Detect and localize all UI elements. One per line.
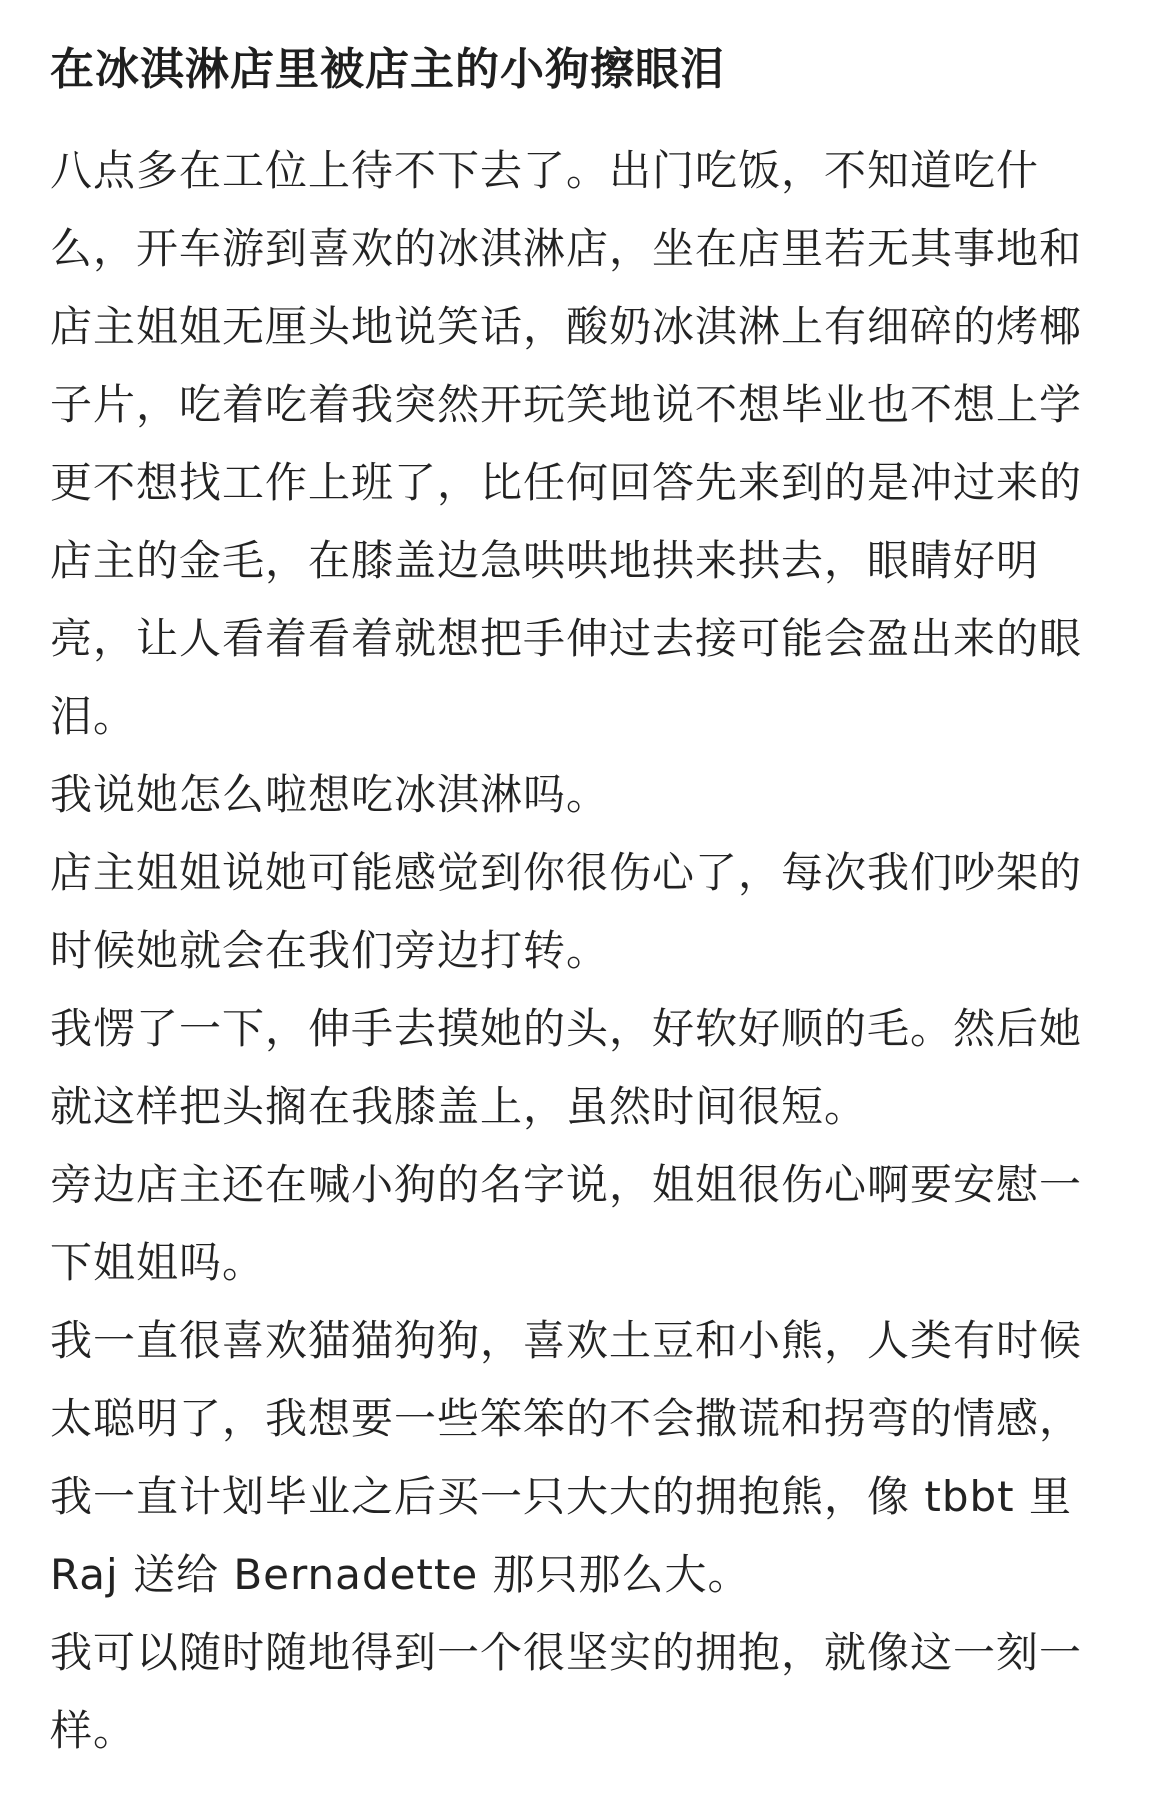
post-paragraph-4: 我愣了一下，伸手去摸她的头，好软好顺的毛。然后她就这样把头搁在我膝盖上，虽然时间很短。 [50, 1004, 1083, 1131]
post-paragraph-5: 旁边店主还在喊小狗的名字说，姐姐很伤心啊要安慰一下姐姐吗。 [50, 1160, 1083, 1287]
post-paragraph-1: 八点多在工位上待不下去了。出门吃饭，不知道吃什么，开车游到喜欢的冰淇淋店，坐在店里若无其事地和店主姐姐无厘头地说笑话，酸奶冰淇淋上有细碎的烤椰子片，吃着吃着我突然开玩笑地说不想毕业也不想上学更不想找工作上班了，比任何回答先来到的是冲过来的店主的金毛，在膝盖边急哄哄地拱来拱去，眼睛好明亮，让人看着看着就想把手伸过去接可能会盈出来的眼泪。 [50, 146, 1083, 741]
post-title: 在冰淇淋店里被店主的小狗擦眼泪 [50, 44, 725, 95]
post-paragraph-2: 我说她怎么啦想吃冰淇淋吗。 [50, 770, 610, 819]
post-body [50, 132, 1120, 1770]
post-paragraph-6: 我一直很喜欢猫猫狗狗，喜欢土豆和小熊，人类有时候太聪明了，我想要一些笨笨的不会撒谎和拐弯的情感，我一直计划毕业之后买一只大大的拥抱熊，像 tbbt 里 Raj 送给 Bernadette 那只那么大。 [50, 1316, 1083, 1599]
post-paragraph-7: 我可以随时随地得到一个很坚实的拥抱，就像这一刻一样。 [50, 1628, 1083, 1755]
post-paragraph-3: 店主姐姐说她可能感觉到你很伤心了，每次我们吵架的时候她就会在我们旁边打转。 [50, 848, 1083, 975]
